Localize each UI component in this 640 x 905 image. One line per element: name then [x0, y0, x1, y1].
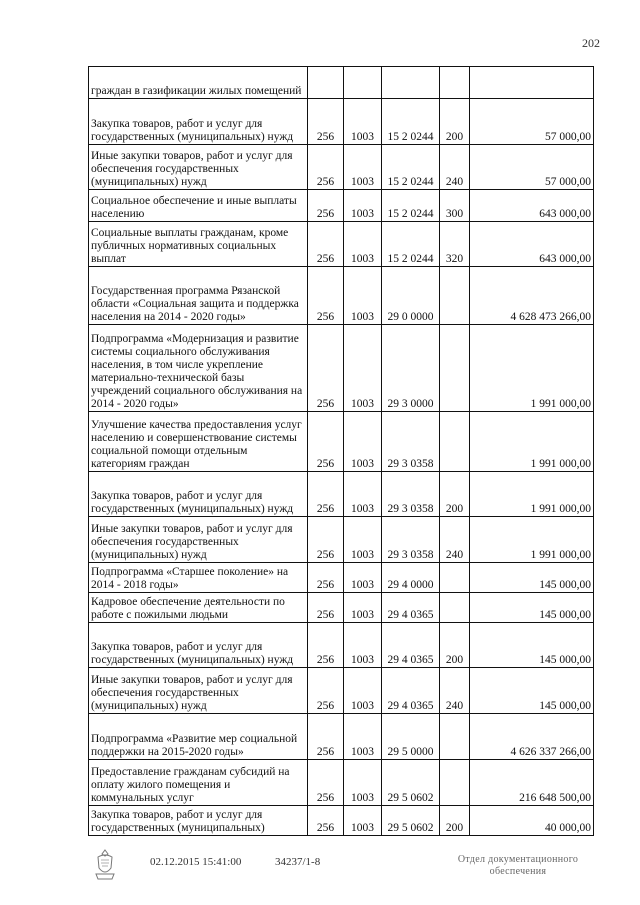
table-row [89, 623, 594, 668]
row-name-cell: Предоставление гражданам субсидий на оплату жилого помещения и коммунальных услуг [89, 760, 308, 806]
row-target-article-cell: 15 2 0244 [382, 190, 440, 222]
row-name-cell: Закупка товаров, работ и услуг для государственных (муниципальных) [89, 806, 308, 836]
table-row [89, 517, 594, 563]
row-expense-type-cell: 200 [440, 806, 470, 836]
row-section-cell: 1003 [344, 267, 382, 325]
page-footer [0, 848, 640, 898]
row-name-cell: Государственная программа Рязанской области «Социальная защита и поддержка населения на 2014 - 2020 годы» [89, 267, 308, 325]
table-row [89, 190, 594, 222]
row-target-article-cell: 15 2 0244 [382, 222, 440, 267]
table-row [89, 563, 594, 593]
row-section-cell: 1003 [344, 593, 382, 623]
row-section-cell: 1003 [344, 623, 382, 668]
table-row [89, 99, 594, 145]
row-amount-cell: 1 991 000,00 [470, 472, 594, 517]
row-target-article-cell: 29 5 0602 [382, 806, 440, 836]
row-amount-cell: 145 000,00 [470, 623, 594, 668]
table-row [89, 145, 594, 190]
row-expense-type-cell: 240 [440, 145, 470, 190]
row-amount-cell [470, 67, 594, 99]
row-name-cell: Подпрограмма «Модернизация и развитие системы социального обслуживания населения, в том числе укрепление материально-технической базы учреждений социального обслуживания на 2014 - 2020 годы» [89, 325, 308, 412]
table-row [89, 412, 594, 472]
row-section-cell: 1003 [344, 472, 382, 517]
row-ved-cell: 256 [308, 325, 344, 412]
row-section-cell: 1003 [344, 412, 382, 472]
row-target-article-cell: 29 5 0602 [382, 760, 440, 806]
row-amount-cell: 145 000,00 [470, 668, 594, 714]
footer-department-line1: Отдел документационного [457, 854, 579, 865]
row-target-article-cell: 29 0 0000 [382, 267, 440, 325]
row-amount-cell: 4 628 473 266,00 [470, 267, 594, 325]
row-expense-type-cell: 200 [440, 99, 470, 145]
row-amount-cell: 4 626 337 266,00 [470, 714, 594, 760]
row-amount-cell: 1 991 000,00 [470, 325, 594, 412]
coat-of-arms-icon [92, 848, 118, 882]
row-target-article-cell: 29 3 0358 [382, 412, 440, 472]
row-section-cell: 1003 [344, 325, 382, 412]
row-amount-cell: 216 648 500,00 [470, 760, 594, 806]
row-ved-cell [308, 67, 344, 99]
footer-department-line2: обеспечения [489, 866, 547, 877]
row-expense-type-cell: 240 [440, 517, 470, 563]
row-ved-cell: 256 [308, 222, 344, 267]
row-target-article-cell [382, 67, 440, 99]
row-name-cell: Кадровое обеспечение деятельности по работе с пожилыми людьми [89, 593, 308, 623]
row-name-cell: Иные закупки товаров, работ и услуг для обеспечения государственных (муниципальных) нужд [89, 145, 308, 190]
row-expense-type-cell [440, 325, 470, 412]
row-expense-type-cell [440, 67, 470, 99]
table-row [89, 760, 594, 806]
row-target-article-cell: 29 3 0358 [382, 472, 440, 517]
row-expense-type-cell [440, 593, 470, 623]
row-amount-cell: 57 000,00 [470, 99, 594, 145]
row-ved-cell: 256 [308, 99, 344, 145]
footer-department-stamp [438, 854, 598, 878]
row-section-cell: 1003 [344, 190, 382, 222]
row-target-article-cell: 15 2 0244 [382, 99, 440, 145]
table-row [89, 668, 594, 714]
row-section-cell: 1003 [344, 563, 382, 593]
row-name-cell: Закупка товаров, работ и услуг для государственных (муниципальных) нужд [89, 472, 308, 517]
row-section-cell: 1003 [344, 517, 382, 563]
row-section-cell: 1003 [344, 806, 382, 836]
table-row [89, 325, 594, 412]
row-ved-cell: 256 [308, 623, 344, 668]
row-ved-cell: 256 [308, 714, 344, 760]
row-name-cell: Иные закупки товаров, работ и услуг для обеспечения государственных (муниципальных) нужд [89, 517, 308, 563]
row-expense-type-cell: 200 [440, 623, 470, 668]
row-section-cell [344, 67, 382, 99]
row-target-article-cell: 29 3 0358 [382, 517, 440, 563]
row-ved-cell: 256 [308, 267, 344, 325]
row-amount-cell: 1 991 000,00 [470, 412, 594, 472]
row-name-cell: Социальное обеспечение и иные выплаты населению [89, 190, 308, 222]
row-expense-type-cell: 200 [440, 472, 470, 517]
row-name-cell: Подпрограмма «Старшее поколение» на 2014 - 2018 годы» [89, 563, 308, 593]
row-expense-type-cell [440, 714, 470, 760]
table-row [89, 67, 594, 99]
row-name-cell: Подпрограмма «Развитие мер социальной поддержки на 2015-2020 годы» [89, 714, 308, 760]
row-expense-type-cell [440, 267, 470, 325]
row-expense-type-cell [440, 412, 470, 472]
row-target-article-cell: 29 4 0365 [382, 593, 440, 623]
row-section-cell: 1003 [344, 145, 382, 190]
row-section-cell: 1003 [344, 222, 382, 267]
row-name-cell: Закупка товаров, работ и услуг для государственных (муниципальных) нужд [89, 99, 308, 145]
row-ved-cell: 256 [308, 760, 344, 806]
row-expense-type-cell: 320 [440, 222, 470, 267]
row-ved-cell: 256 [308, 593, 344, 623]
row-expense-type-cell [440, 760, 470, 806]
row-ved-cell: 256 [308, 668, 344, 714]
footer-document-id: 34237/1-8 [275, 856, 321, 868]
row-target-article-cell: 15 2 0244 [382, 145, 440, 190]
row-name-cell: Улучшение качества предоставления услуг населению и совершенствование системы социальной помощи отдельным категориям граждан [89, 412, 308, 472]
row-ved-cell: 256 [308, 806, 344, 836]
row-target-article-cell: 29 5 0000 [382, 714, 440, 760]
row-name-cell: Иные закупки товаров, работ и услуг для обеспечения государственных (муниципальных) нужд [89, 668, 308, 714]
table-row [89, 267, 594, 325]
row-ved-cell: 256 [308, 472, 344, 517]
row-name-cell: граждан в газификации жилых помещений [89, 67, 308, 99]
row-target-article-cell: 29 4 0365 [382, 623, 440, 668]
row-amount-cell: 145 000,00 [470, 593, 594, 623]
row-target-article-cell: 29 4 0365 [382, 668, 440, 714]
row-amount-cell: 643 000,00 [470, 222, 594, 267]
row-amount-cell: 40 000,00 [470, 806, 594, 836]
row-expense-type-cell: 300 [440, 190, 470, 222]
row-ved-cell: 256 [308, 517, 344, 563]
row-amount-cell: 1 991 000,00 [470, 517, 594, 563]
row-amount-cell: 57 000,00 [470, 145, 594, 190]
row-ved-cell: 256 [308, 563, 344, 593]
table-row [89, 593, 594, 623]
row-expense-type-cell: 240 [440, 668, 470, 714]
row-expense-type-cell [440, 563, 470, 593]
budget-table [88, 66, 594, 836]
row-ved-cell: 256 [308, 190, 344, 222]
row-section-cell: 1003 [344, 99, 382, 145]
page-number: 202 [582, 36, 600, 50]
row-target-article-cell: 29 4 0000 [382, 563, 440, 593]
row-section-cell: 1003 [344, 714, 382, 760]
table-row [89, 222, 594, 267]
row-ved-cell: 256 [308, 412, 344, 472]
row-ved-cell: 256 [308, 145, 344, 190]
row-amount-cell: 145 000,00 [470, 563, 594, 593]
row-section-cell: 1003 [344, 668, 382, 714]
table-row [89, 806, 594, 836]
table-body [89, 67, 594, 836]
footer-date: 02.12.2015 15:41:00 [150, 856, 242, 868]
row-target-article-cell: 29 3 0000 [382, 325, 440, 412]
row-name-cell: Закупка товаров, работ и услуг для государственных (муниципальных) нужд [89, 623, 308, 668]
table-row [89, 472, 594, 517]
table-row [89, 714, 594, 760]
row-name-cell: Социальные выплаты гражданам, кроме публичных нормативных социальных выплат [89, 222, 308, 267]
row-amount-cell: 643 000,00 [470, 190, 594, 222]
row-section-cell: 1003 [344, 760, 382, 806]
